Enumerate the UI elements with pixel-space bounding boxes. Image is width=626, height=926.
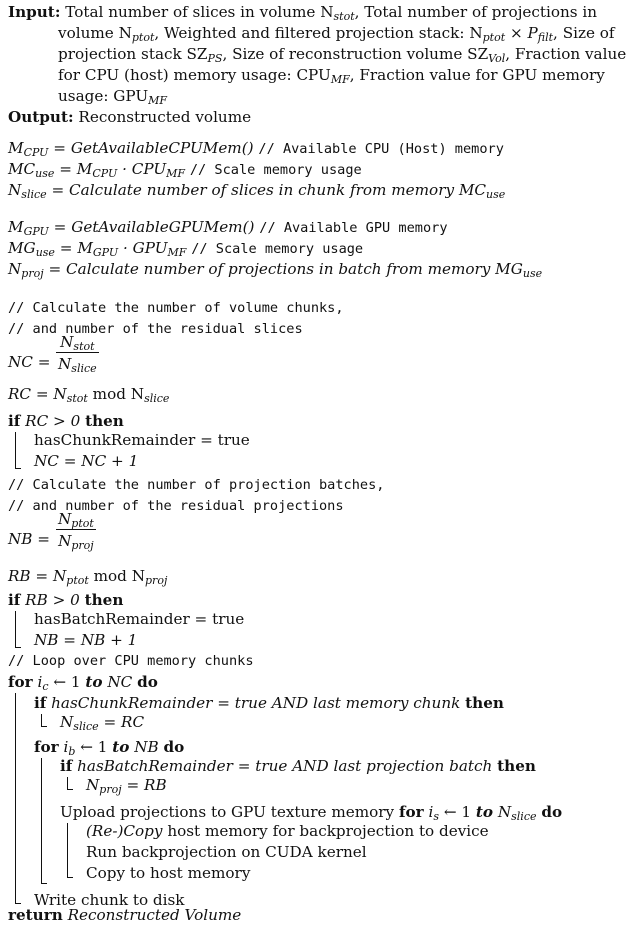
input-text: Weighted and filtered projection stack: N <box>164 24 483 42</box>
symbol: N <box>58 355 72 373</box>
keyword-to: to <box>475 803 494 821</box>
subscript: slice <box>71 362 97 375</box>
symbol: M <box>8 139 24 157</box>
keyword-if: if <box>34 694 47 712</box>
comma: , <box>222 45 228 63</box>
output-line <box>8 107 251 128</box>
input-text: projection stack SZ <box>58 45 208 63</box>
input-line-1 <box>8 2 597 23</box>
input-text: Fraction value <box>514 45 626 63</box>
input-text: usage: GPU <box>58 87 149 105</box>
keyword-to: to <box>112 738 130 756</box>
has-chunk-remainder: hasChunkRemainder = true <box>34 431 250 449</box>
block-bar <box>41 758 42 884</box>
gpu-line-2 <box>8 238 363 260</box>
math: ← 1 <box>80 738 108 756</box>
symbol: N <box>8 260 22 278</box>
subscript: PS <box>207 52 223 65</box>
math: = RC <box>103 713 145 731</box>
comment: // Calculate the number of projection batches, <box>8 477 385 493</box>
block-foot <box>15 647 21 648</box>
subscript: stot <box>66 392 88 405</box>
math: NC <box>107 673 133 691</box>
nb-equation-lhs: NB = <box>8 530 51 548</box>
comment: // Available CPU (Host) memory <box>258 141 504 157</box>
condition: RC > 0 <box>25 412 81 430</box>
keyword-for: for <box>398 803 424 821</box>
comma: , <box>154 24 160 42</box>
cpu-line-1 <box>8 138 504 160</box>
times-symbol: × <box>509 24 523 42</box>
subscript: proj <box>21 267 44 280</box>
block-foot <box>15 468 21 469</box>
keyword-if: if <box>8 591 21 609</box>
input-line-5 <box>58 86 167 107</box>
cpu-line-2 <box>8 159 362 181</box>
comment: // and number of the residual slices <box>8 321 303 337</box>
fraction-numerator <box>56 509 96 530</box>
comma: , <box>354 3 360 21</box>
subscript: c <box>42 680 49 693</box>
if-batch-line <box>60 756 536 777</box>
nb-fraction <box>56 509 96 552</box>
subscript: use <box>486 188 506 201</box>
comma: , <box>349 66 355 84</box>
upload-line <box>60 802 562 823</box>
subscript: stot <box>73 340 95 353</box>
return-line <box>8 905 241 926</box>
subscript: use <box>35 246 55 259</box>
symbol: N <box>86 776 100 794</box>
subscript: b <box>68 745 76 758</box>
subscript: GPU <box>23 225 49 238</box>
subscript: use <box>35 167 55 180</box>
block-foot <box>67 789 73 790</box>
keyword-to: to <box>85 673 103 691</box>
subscript: CPU <box>92 167 118 180</box>
return-value: Reconstructed Volume <box>67 906 242 924</box>
input-text: Size of <box>562 24 615 42</box>
subscript: proj <box>99 783 122 796</box>
nc-increment: NC = NC + 1 <box>34 452 139 470</box>
math: = RB <box>126 776 167 794</box>
keyword-return: return <box>8 906 63 924</box>
subscript: slice <box>21 188 47 201</box>
fraction-denominator <box>56 353 99 375</box>
keyword-then: then <box>84 591 124 609</box>
subscript: ptot <box>66 574 89 587</box>
subscript: slice <box>73 720 99 733</box>
math: mod N <box>93 567 146 585</box>
nproj-assign <box>86 775 167 796</box>
block-bar <box>15 611 16 648</box>
keyword-for: for <box>34 738 59 756</box>
has-batch-remainder: hasBatchRemainder = true <box>34 610 245 628</box>
condition: RB > 0 <box>25 591 80 609</box>
comment: // Scale memory usage <box>189 162 362 178</box>
input-line-2 <box>58 23 615 44</box>
comma: , <box>553 24 558 42</box>
gpu-line-1 <box>8 217 448 239</box>
rb-equation <box>8 566 167 587</box>
subscript: MF <box>167 246 187 259</box>
function-call: = GetAvailableGPUMem() <box>53 218 255 236</box>
symbol: M <box>8 218 24 236</box>
subscript: ptot <box>482 31 506 44</box>
output-keyword: Output: <box>8 108 74 126</box>
for-batches-line <box>34 737 184 758</box>
keyword-for: for <box>8 673 33 691</box>
rc-equation <box>8 384 169 405</box>
output-text: Reconstructed volume <box>78 108 252 126</box>
block-bar <box>15 432 16 469</box>
loop-var: i <box>63 738 69 756</box>
symbol: N <box>60 333 74 351</box>
math: ← 1 <box>53 673 81 691</box>
symbol: P <box>527 24 538 42</box>
math: = M <box>59 160 93 178</box>
loop-var: i <box>428 803 434 821</box>
write-chunk: Write chunk to disk <box>34 891 185 909</box>
block-foot <box>41 726 47 727</box>
input-text: Total number of slices in volume N <box>65 3 334 21</box>
loop-var: i <box>37 673 43 691</box>
fraction-denominator <box>56 530 96 552</box>
comment: // Loop over CPU memory chunks <box>8 653 254 669</box>
keyword-if: if <box>8 412 21 430</box>
math: · CPU <box>122 160 167 178</box>
comment: // Scale memory usage <box>191 241 364 257</box>
keyword-do: do <box>541 803 563 821</box>
symbol: MG <box>8 239 36 257</box>
input-keyword: Input: <box>8 3 61 21</box>
comma: , <box>505 45 511 63</box>
recopy-text: host memory for backprojection to device <box>167 822 489 840</box>
keyword-do: do <box>137 673 158 691</box>
subscript: ptot <box>71 517 94 530</box>
comment: // Available GPU memory <box>259 220 448 236</box>
keyword-do: do <box>163 738 185 756</box>
input-text: Total number of projections in <box>364 3 598 21</box>
block-foot <box>15 903 21 904</box>
input-line-4 <box>58 65 605 86</box>
keyword-then: then <box>497 757 536 775</box>
nslice-assign <box>60 712 144 733</box>
if-rb-line <box>8 590 123 611</box>
fraction-numerator <box>56 332 99 353</box>
math: ← 1 <box>443 803 472 821</box>
block-foot <box>41 883 47 884</box>
input-text: Fraction value for GPU memory <box>359 66 605 84</box>
symbol: N <box>8 181 22 199</box>
symbol: MC <box>8 160 36 178</box>
nc-fraction <box>56 332 99 375</box>
subscript: proj <box>71 539 94 552</box>
nc-equation-lhs: NC = <box>8 353 51 371</box>
block-bar <box>67 823 68 878</box>
function-call: = GetAvailableCPUMem() <box>53 139 254 157</box>
recopy-label: (Re-)Copy <box>86 822 163 840</box>
math-text: = Calculate number of slices in chunk from memory MC <box>51 181 487 199</box>
copy-to-host: Copy to host memory <box>86 864 251 882</box>
subscript: CPU <box>23 146 49 159</box>
input-text: Size of reconstruction volume SZ <box>232 45 489 63</box>
input-line-3 <box>58 44 626 65</box>
math: RC = N <box>8 385 67 403</box>
input-text: volume N <box>58 24 132 42</box>
subscript: use <box>522 267 543 280</box>
subscript: stot <box>333 10 355 23</box>
math-text: = Calculate number of projections in batch from memory MG <box>48 260 523 278</box>
keyword-then: then <box>85 412 124 430</box>
math: · GPU <box>122 239 168 257</box>
subscript: GPU <box>92 246 119 259</box>
comment: // and number of the residual projections <box>8 498 344 514</box>
symbol: N <box>58 510 72 528</box>
gpu-line-3 <box>8 259 542 280</box>
subscript: proj <box>145 574 168 587</box>
input-text: for CPU (host) memory usage: CPU <box>58 66 331 84</box>
symbol: N <box>60 713 74 731</box>
subscript: ptot <box>131 31 155 44</box>
for-chunks-line <box>8 672 158 693</box>
block-foot <box>67 877 73 878</box>
symbol: N <box>58 532 72 550</box>
subscript: filt <box>537 31 554 44</box>
condition: hasBatchRemainder = true AND last projection batch <box>77 757 493 775</box>
block-bar <box>15 693 16 904</box>
math: = M <box>59 239 93 257</box>
keyword-if: if <box>60 757 73 775</box>
math: mod N <box>92 385 145 403</box>
recopy-line <box>86 821 489 842</box>
subscript: MF <box>166 167 186 180</box>
cpu-line-3 <box>8 180 505 201</box>
subscript: s <box>433 810 439 823</box>
if-chunk-line <box>34 693 504 714</box>
subscript: MF <box>148 94 168 107</box>
subscript: slice <box>144 392 170 405</box>
comment: // Calculate the number of volume chunks, <box>8 300 344 316</box>
subscript: slice <box>511 810 537 823</box>
subscript: Vol <box>488 52 506 65</box>
math: RB = N <box>8 567 67 585</box>
run-backprojection: Run backprojection on CUDA kernel <box>86 843 367 861</box>
if-rc-line <box>8 411 124 432</box>
symbol: N <box>497 803 512 821</box>
subscript: MF <box>330 73 350 86</box>
keyword-then: then <box>465 694 504 712</box>
upload-text: Upload projections to GPU texture memory <box>60 803 395 821</box>
math: NB <box>134 738 159 756</box>
condition: hasChunkRemainder = true AND last memory chunk <box>51 694 461 712</box>
nb-increment: NB = NB + 1 <box>34 631 138 649</box>
